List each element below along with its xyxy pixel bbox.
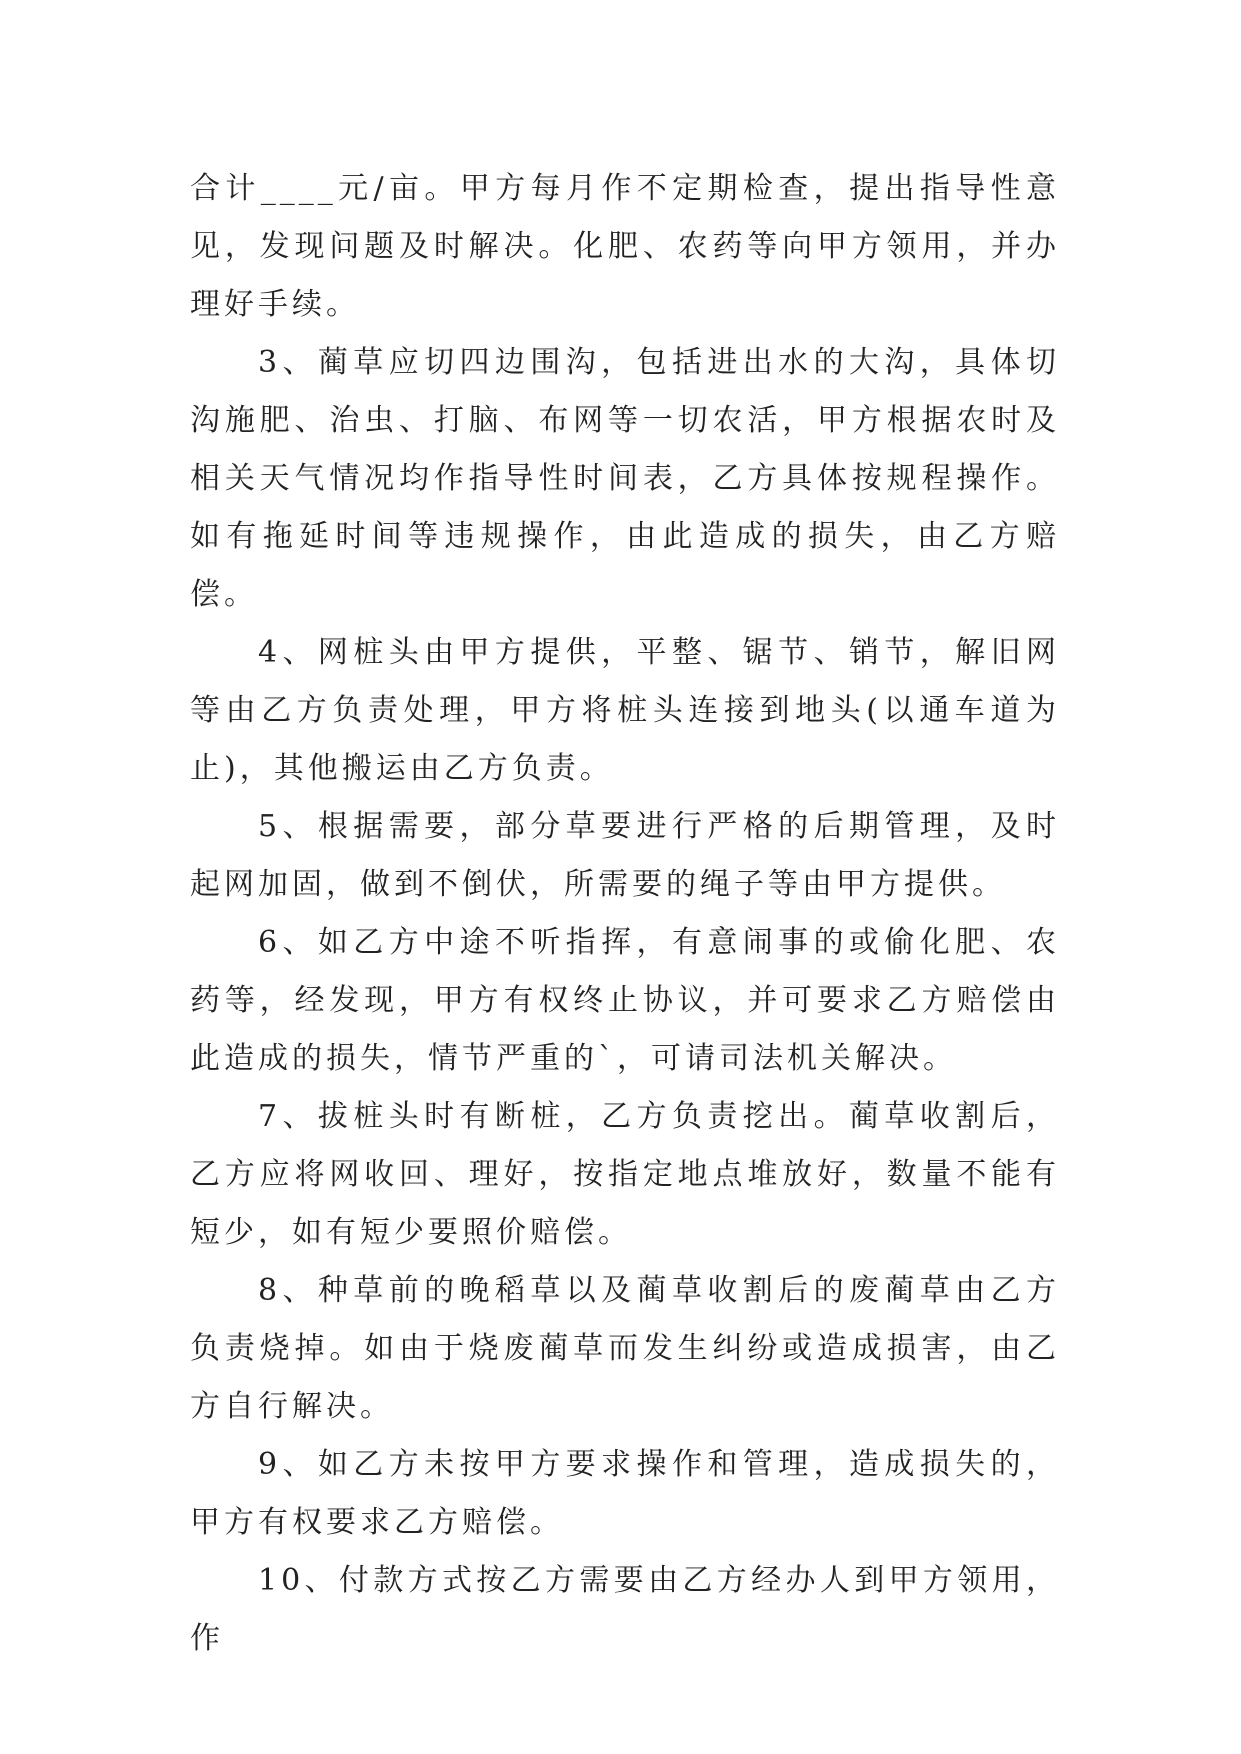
- document-body: [190, 160, 1060, 1668]
- paragraph-continuation: 合计____元/亩。甲方每月作不定期检查，提出指导性意见，发现问题及时解决。化肥、农药等向甲方领用，并办理好手续。: [190, 171, 1060, 322]
- paragraph-item-5: 5、根据需要，部分草要进行严格的后期管理，及时起网加固，做到不倒伏，所需要的绳子等由甲方提供。: [190, 809, 1060, 902]
- paragraph-item-8: 8、种草前的晚稻草以及蔺草收割后的废蔺草由乙方负责烧掉。如由于烧废蔺草而发生纠纷或造成损害，由乙方自行解决。: [190, 1273, 1060, 1424]
- paragraph-item-4: 4、网桩头由甲方提供，平整、锯节、销节，解旧网等由乙方负责处理，甲方将桩头连接到地头(以通车道为止)，其他搬运由乙方负责。: [190, 635, 1060, 786]
- paragraph-item-3: 3、蔺草应切四边围沟，包括进出水的大沟，具体切沟施肥、治虫、打脑、布网等一切农活，甲方根据农时及相关天气情况均作指导性时间表，乙方具体按规程操作。如有拖延时间等违规操作，由此造成的损失，由乙方赔偿。: [190, 345, 1060, 612]
- paragraph-item-7: 7、拔桩头时有断桩，乙方负责挖出。蔺草收割后，乙方应将网收回、理好，按指定地点堆放好，数量不能有短少，如有短少要照价赔偿。: [190, 1099, 1060, 1250]
- paragraph-item-6: 6、如乙方中途不听指挥，有意闹事的或偷化肥、农药等，经发现，甲方有权终止协议，并可要求乙方赔偿由此造成的损失，情节严重的`，可请司法机关解决。: [190, 925, 1060, 1076]
- paragraph-item-10: 10、付款方式按乙方需要由乙方经办人到甲方领用，作: [190, 1563, 1060, 1656]
- paragraph-item-9: 9、如乙方未按甲方要求操作和管理，造成损失的，甲方有权要求乙方赔偿。: [190, 1447, 1060, 1540]
